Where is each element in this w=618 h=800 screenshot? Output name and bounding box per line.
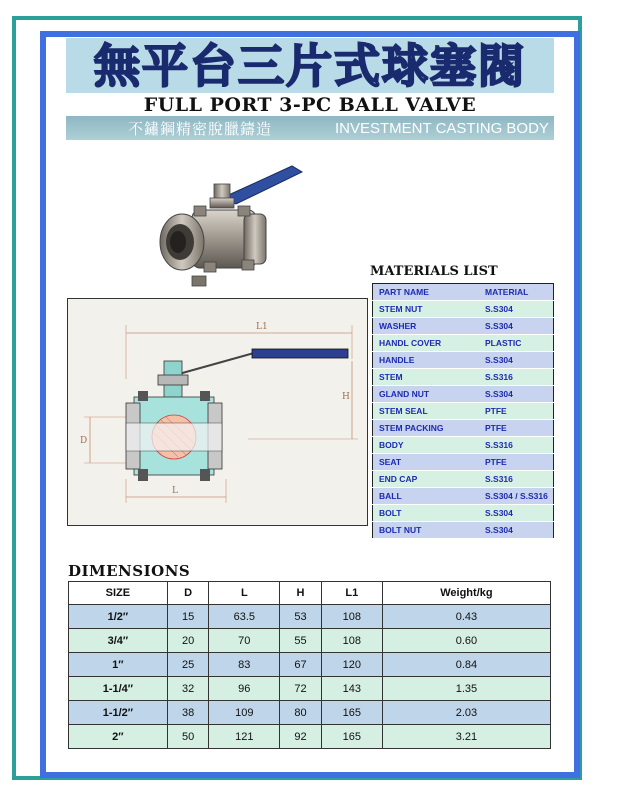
table-row xyxy=(373,437,554,454)
cell-l: 63.5 xyxy=(209,605,280,629)
part-name: GLAND NUT xyxy=(373,386,480,403)
table-row xyxy=(373,488,554,505)
part-material: PTFE xyxy=(479,420,554,437)
cell-size: 3/4″ xyxy=(69,629,168,653)
cell-h: 67 xyxy=(280,653,322,677)
col-header-size: SIZE xyxy=(69,582,168,605)
dimensions-table xyxy=(68,581,551,749)
dim-label-h: H xyxy=(342,392,350,402)
part-material: S.S316 xyxy=(479,437,554,454)
part-material: S.S304 xyxy=(479,318,554,335)
col-header-d: D xyxy=(167,582,209,605)
table-row xyxy=(373,318,554,335)
table-row xyxy=(373,522,554,539)
cell-l: 96 xyxy=(209,677,280,701)
cell-l1: 165 xyxy=(321,701,382,725)
part-name: HANDLE xyxy=(373,352,480,369)
dim-label-l1: L1 xyxy=(256,322,268,332)
title-english: FULL PORT 3-PC BALL VALVE xyxy=(143,94,477,116)
part-material: S.S304 xyxy=(479,505,554,522)
part-material: PLASTIC xyxy=(479,335,554,352)
cell-weight: 0.84 xyxy=(382,653,550,677)
cell-l1: 108 xyxy=(321,605,382,629)
cell-h: 80 xyxy=(280,701,322,725)
table-row xyxy=(69,701,551,725)
table-row xyxy=(69,677,551,701)
cell-l: 70 xyxy=(209,629,280,653)
table-row xyxy=(69,605,551,629)
table-row xyxy=(373,335,554,352)
cell-l1: 108 xyxy=(321,629,382,653)
cell-size: 1″ xyxy=(69,653,168,677)
cell-d: 25 xyxy=(167,653,209,677)
cell-h: 72 xyxy=(280,677,322,701)
cell-size: 2″ xyxy=(69,725,168,749)
part-material: S.S316 xyxy=(479,471,554,488)
subtitle-english: INVESTMENT CASTING BODY xyxy=(335,120,549,137)
cell-weight: 2.03 xyxy=(382,701,550,725)
part-name: HANDL COVER xyxy=(373,335,480,352)
cell-l1: 143 xyxy=(321,677,382,701)
table-row xyxy=(373,352,554,369)
cell-l1: 120 xyxy=(321,653,382,677)
part-material: PTFE xyxy=(479,454,554,471)
cell-l1: 165 xyxy=(321,725,382,749)
col-header-l: L xyxy=(209,582,280,605)
part-name: STEM SEAL xyxy=(373,403,480,420)
table-row xyxy=(373,403,554,420)
table-row xyxy=(373,386,554,403)
table-row xyxy=(373,471,554,488)
part-name: BOLT xyxy=(373,505,480,522)
cell-d: 38 xyxy=(167,701,209,725)
cell-h: 53 xyxy=(280,605,322,629)
col-header-l1: L1 xyxy=(321,582,382,605)
part-material: PTFE xyxy=(479,403,554,420)
part-material: S.S304 xyxy=(479,352,554,369)
cell-h: 92 xyxy=(280,725,322,749)
cell-d: 20 xyxy=(167,629,209,653)
cell-weight: 0.60 xyxy=(382,629,550,653)
table-row xyxy=(373,505,554,522)
materials-table xyxy=(372,283,554,539)
part-name: STEM PACKING xyxy=(373,420,480,437)
part-name: BOLT NUT xyxy=(373,522,480,539)
ball-valve-photo xyxy=(152,158,312,298)
col-header-weight: Weight/kg xyxy=(382,582,550,605)
part-name: STEM xyxy=(373,369,480,386)
materials-header-material: MATERIAL xyxy=(479,284,554,301)
part-name: BODY xyxy=(373,437,480,454)
part-material: S.S316 xyxy=(479,369,554,386)
table-row xyxy=(373,284,554,301)
part-name: END CAP xyxy=(373,471,480,488)
col-header-h: H xyxy=(280,582,322,605)
dim-label-l: L xyxy=(172,486,178,496)
materials-header-part: PART NAME xyxy=(373,284,480,301)
subtitle-chinese: 不鏽鋼精密脫臘鑄造 xyxy=(128,120,273,138)
cell-d: 32 xyxy=(167,677,209,701)
table-row xyxy=(373,369,554,386)
part-name: STEM NUT xyxy=(373,301,480,318)
table-row xyxy=(69,725,551,749)
cell-l: 83 xyxy=(209,653,280,677)
cell-size: 1/2″ xyxy=(69,605,168,629)
dim-label-d: D xyxy=(80,436,88,446)
table-row xyxy=(373,420,554,437)
part-material: S.S304 xyxy=(479,522,554,539)
technical-drawing-frame xyxy=(67,298,368,526)
cell-l: 109 xyxy=(209,701,280,725)
part-material: S.S304 xyxy=(479,386,554,403)
table-row xyxy=(373,454,554,471)
cell-size: 1-1/4″ xyxy=(69,677,168,701)
cell-d: 15 xyxy=(167,605,209,629)
part-name: WASHER xyxy=(373,318,480,335)
table-header-row xyxy=(69,582,551,605)
title-chinese: 無平台三片式球塞閥 xyxy=(94,39,526,93)
cell-h: 55 xyxy=(280,629,322,653)
table-row xyxy=(69,629,551,653)
table-row xyxy=(69,653,551,677)
part-name: SEAT xyxy=(373,454,480,471)
cell-l: 121 xyxy=(209,725,280,749)
cell-weight: 0.43 xyxy=(382,605,550,629)
part-material: S.S304 xyxy=(479,301,554,318)
dimensions-title: DIMENSIONS xyxy=(68,562,191,580)
cell-weight: 3.21 xyxy=(382,725,550,749)
cell-size: 1-1/2″ xyxy=(69,701,168,725)
valve-cross-section-drawing xyxy=(68,299,367,525)
part-material: S.S304 / S.S316 xyxy=(479,488,554,505)
cell-d: 50 xyxy=(167,725,209,749)
table-row xyxy=(373,301,554,318)
part-name: BALL xyxy=(373,488,480,505)
cell-weight: 1.35 xyxy=(382,677,550,701)
materials-list-title: MATERIALS LIST xyxy=(370,264,498,279)
